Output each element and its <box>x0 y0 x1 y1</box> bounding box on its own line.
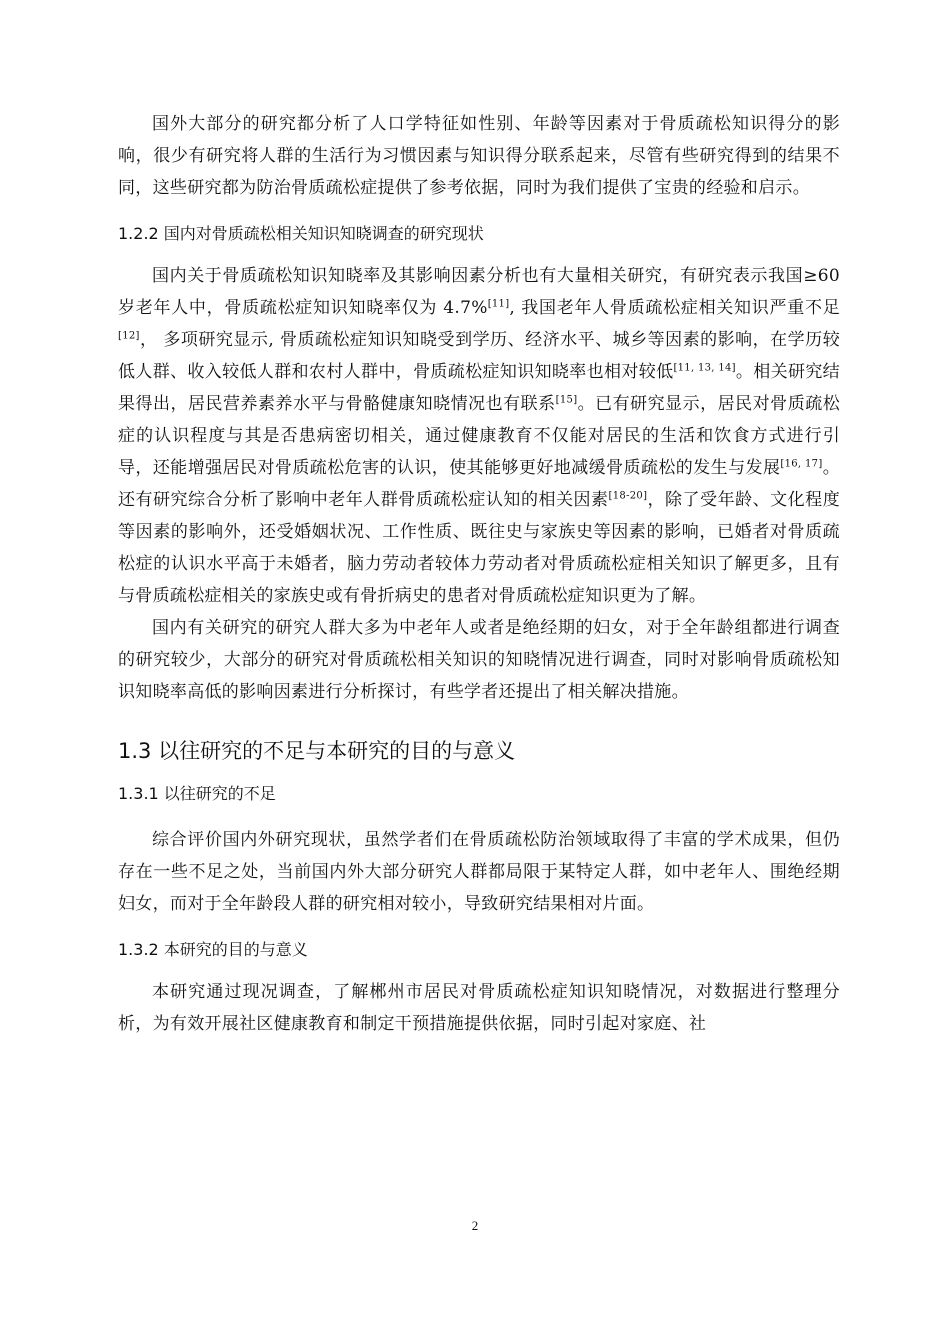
citation: [11, 13, 14] <box>673 362 736 374</box>
page-number: 2 <box>471 1218 479 1233</box>
paragraph-purpose: 本研究通过现况调查，了解郴州市居民对骨质疏松症知识知晓情况，对数据进行整理分析，为有效开展社区健康教育和制定干预措施提供依据，同时引起对家庭、社 <box>118 982 840 1034</box>
paragraph-foreign-summary: 国外大部分的研究都分析了人口学特征如性别、年龄等因素对于骨质疏松知识得分的影响，很少有研究将人群的生活行为习惯因素与知识得分联系起来，尽管有些研究得到的结果不同，这些研究都为防治骨质疏松症提供了参考依据，同时为我们提供了宝贵的经验和启示。 <box>118 114 840 198</box>
citation: [12] <box>118 330 140 342</box>
heading-1-3-2: 1.3.2 本研究的目的与意义 <box>118 940 308 959</box>
citation: [18-20] <box>608 490 648 502</box>
paragraph-domestic-status: 国内关于骨质疏松知识知晓率及其影响因素分析也有大量相关研究，有研究表示我国≥60 岁老年人中，骨质疏松症知识知晓率仅为 4.7%[11], 我国老年人骨质疏松症相关知识严重不足[12]， 多项研究显示, 骨质疏松症知识知晓受到学历、经济水平、城乡等因素的影响，在学历较低人群、收入较低人群和农村人群中，骨质疏松症知识知晓率也相对较低[11, 13, 14]。相关研究结果得出，居民营养素养水平与骨骼健康知晓情况也有联系[15]。已有研究显示，居民对骨质疏松症的认识程度与其是否患病密切相关，通过健康教育不仅能对居民的生活和饮食方式进行引导，还能增强居民对骨质疏松危害的认识，使其能够更好地减缓骨质疏松的发生与发展[16, 17]。还有研究综合分析了影响中老年人群骨质疏松症认知的相关因素[18-20]，除了受年龄、文化程度等因素的影响外，还受婚姻状况、工作性质、既往史与家族史等因素的影响，已婚者对骨质疏松症的认识水平高于未婚者，脑力劳动者较体力劳动者对骨质疏松症相关知识了解更多，且有与骨质疏松症相关的家族史或有骨折病史的患者对骨质疏松症知识更为了解。 <box>118 266 841 606</box>
citation: [16, 17] <box>780 458 823 470</box>
citation: [11] <box>487 298 510 310</box>
paragraph-domestic-summary: 国内有关研究的研究人群大多为中老年人或者是绝经期的妇女，对于全年龄组都进行调查的研究较少，大部分的研究对骨质疏松相关知识的知晓情况进行调查，同时对影响骨质疏松知识知晓率高低的影响因素进行分析探讨，有些学者还提出了相关解决措施。 <box>118 618 840 702</box>
heading-1-3-1: 1.3.1 以往研究的不足 <box>118 784 276 803</box>
page-body <box>118 108 840 1040</box>
heading-1-3: 1.3 以往研究的不足与本研究的目的与意义 <box>118 739 516 763</box>
heading-1-2-2: 1.2.2 国内对骨质疏松相关知识知晓调查的研究现状 <box>118 224 484 243</box>
citation: [15] <box>555 394 578 406</box>
paragraph-shortcomings: 综合评价国内外研究现状，虽然学者们在骨质疏松防治领域取得了丰富的学术成果，但仍存在一些不足之处，当前国内外大部分研究人群都局限于某特定人群，如中老年人、围绝经期妇女，而对于全年龄段人群的研究相对较小，导致研究结果相对片面。 <box>118 830 840 914</box>
